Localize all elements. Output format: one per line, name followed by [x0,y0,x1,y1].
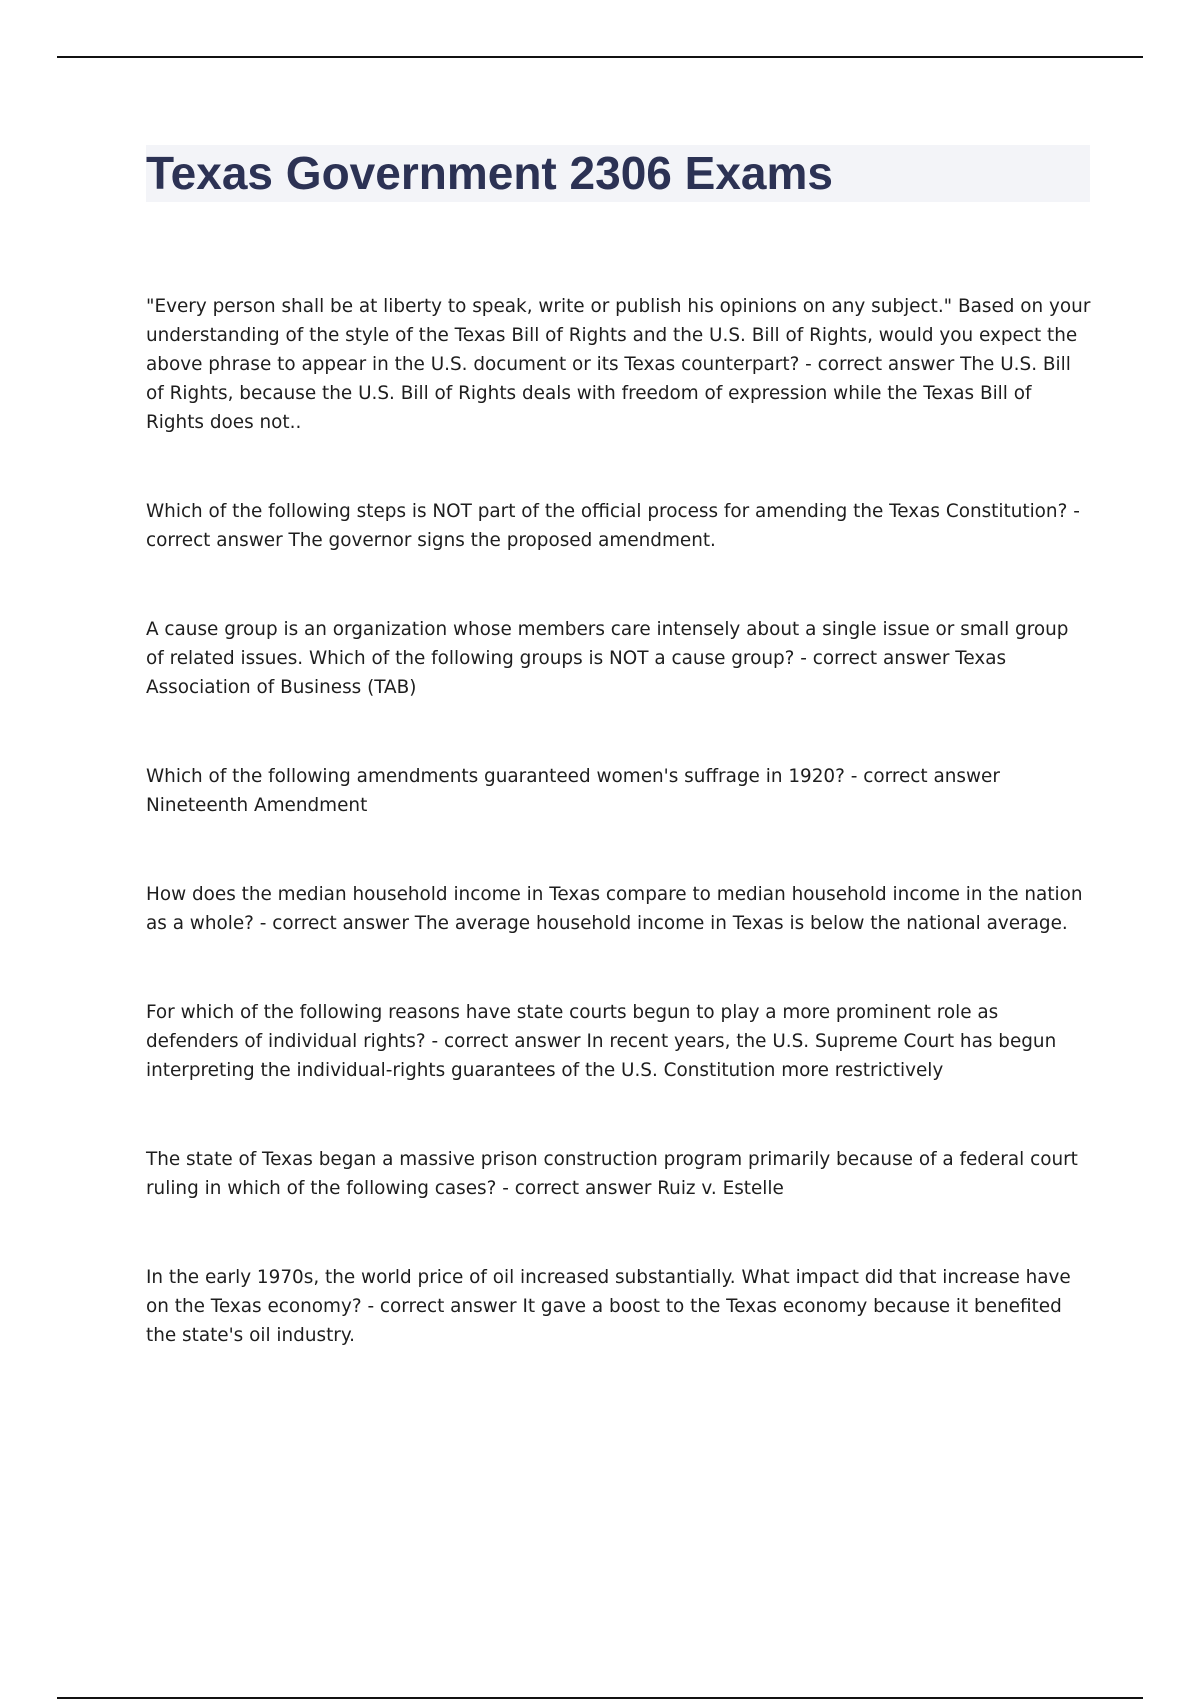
top-divider [57,56,1143,58]
question-list [146,292,1092,1410]
question-item: In the early 1970s, the world price of oil increased substantially. What impact did that increase have on the Texas economy? - correct answer It gave a boost to the Texas economy because it benefited the state's oil industry. [146,1267,1071,1346]
bottom-divider [57,1697,1143,1699]
question-item: "Every person shall be at liberty to speak, write or publish his opinions on any subject." Based on your understanding of the style of the Texas Bill of Rights and the U.S. Bill of Rights, would you expect the above phrase to appear in the U.S. document or its Texas counterpart? - correct answer The U.S. Bill of Rights, because the U.S. Bill of Rights deals with freedom of expression while the Texas Bill of Rights does not.. [146,296,1091,433]
question-item: For which of the following reasons have state courts begun to play a more prominent role as defenders of individual rights? - correct answer In recent years, the U.S. Supreme Court has begun interpreting the individual-rights guarantees of the U.S. Constitution more restrictively [146,1002,1057,1081]
question-item: How does the median household income in Texas compare to median household income in the nation as a whole? - correct answer The average household income in Texas is below the national average. [146,884,1083,934]
question-item: Which of the following amendments guaranteed women's suffrage in 1920? - correct answer Nineteenth Amendment [146,766,1000,816]
question-item: A cause group is an organization whose members care intensely about a single issue or small group of related issues. Which of the following groups is NOT a cause group? - correct answer Texas Association of Business (TAB) [146,619,1069,698]
question-item: Which of the following steps is NOT part of the official process for amending the Texas Constitution? - correct answer The governor signs the proposed amendment. [146,501,1080,551]
page-title: Texas Government 2306 Exams [146,147,833,199]
question-item: The state of Texas began a massive prison construction program primarily because of a federal court ruling in which of the following cases? - correct answer Ruiz v. Estelle [146,1149,1078,1199]
